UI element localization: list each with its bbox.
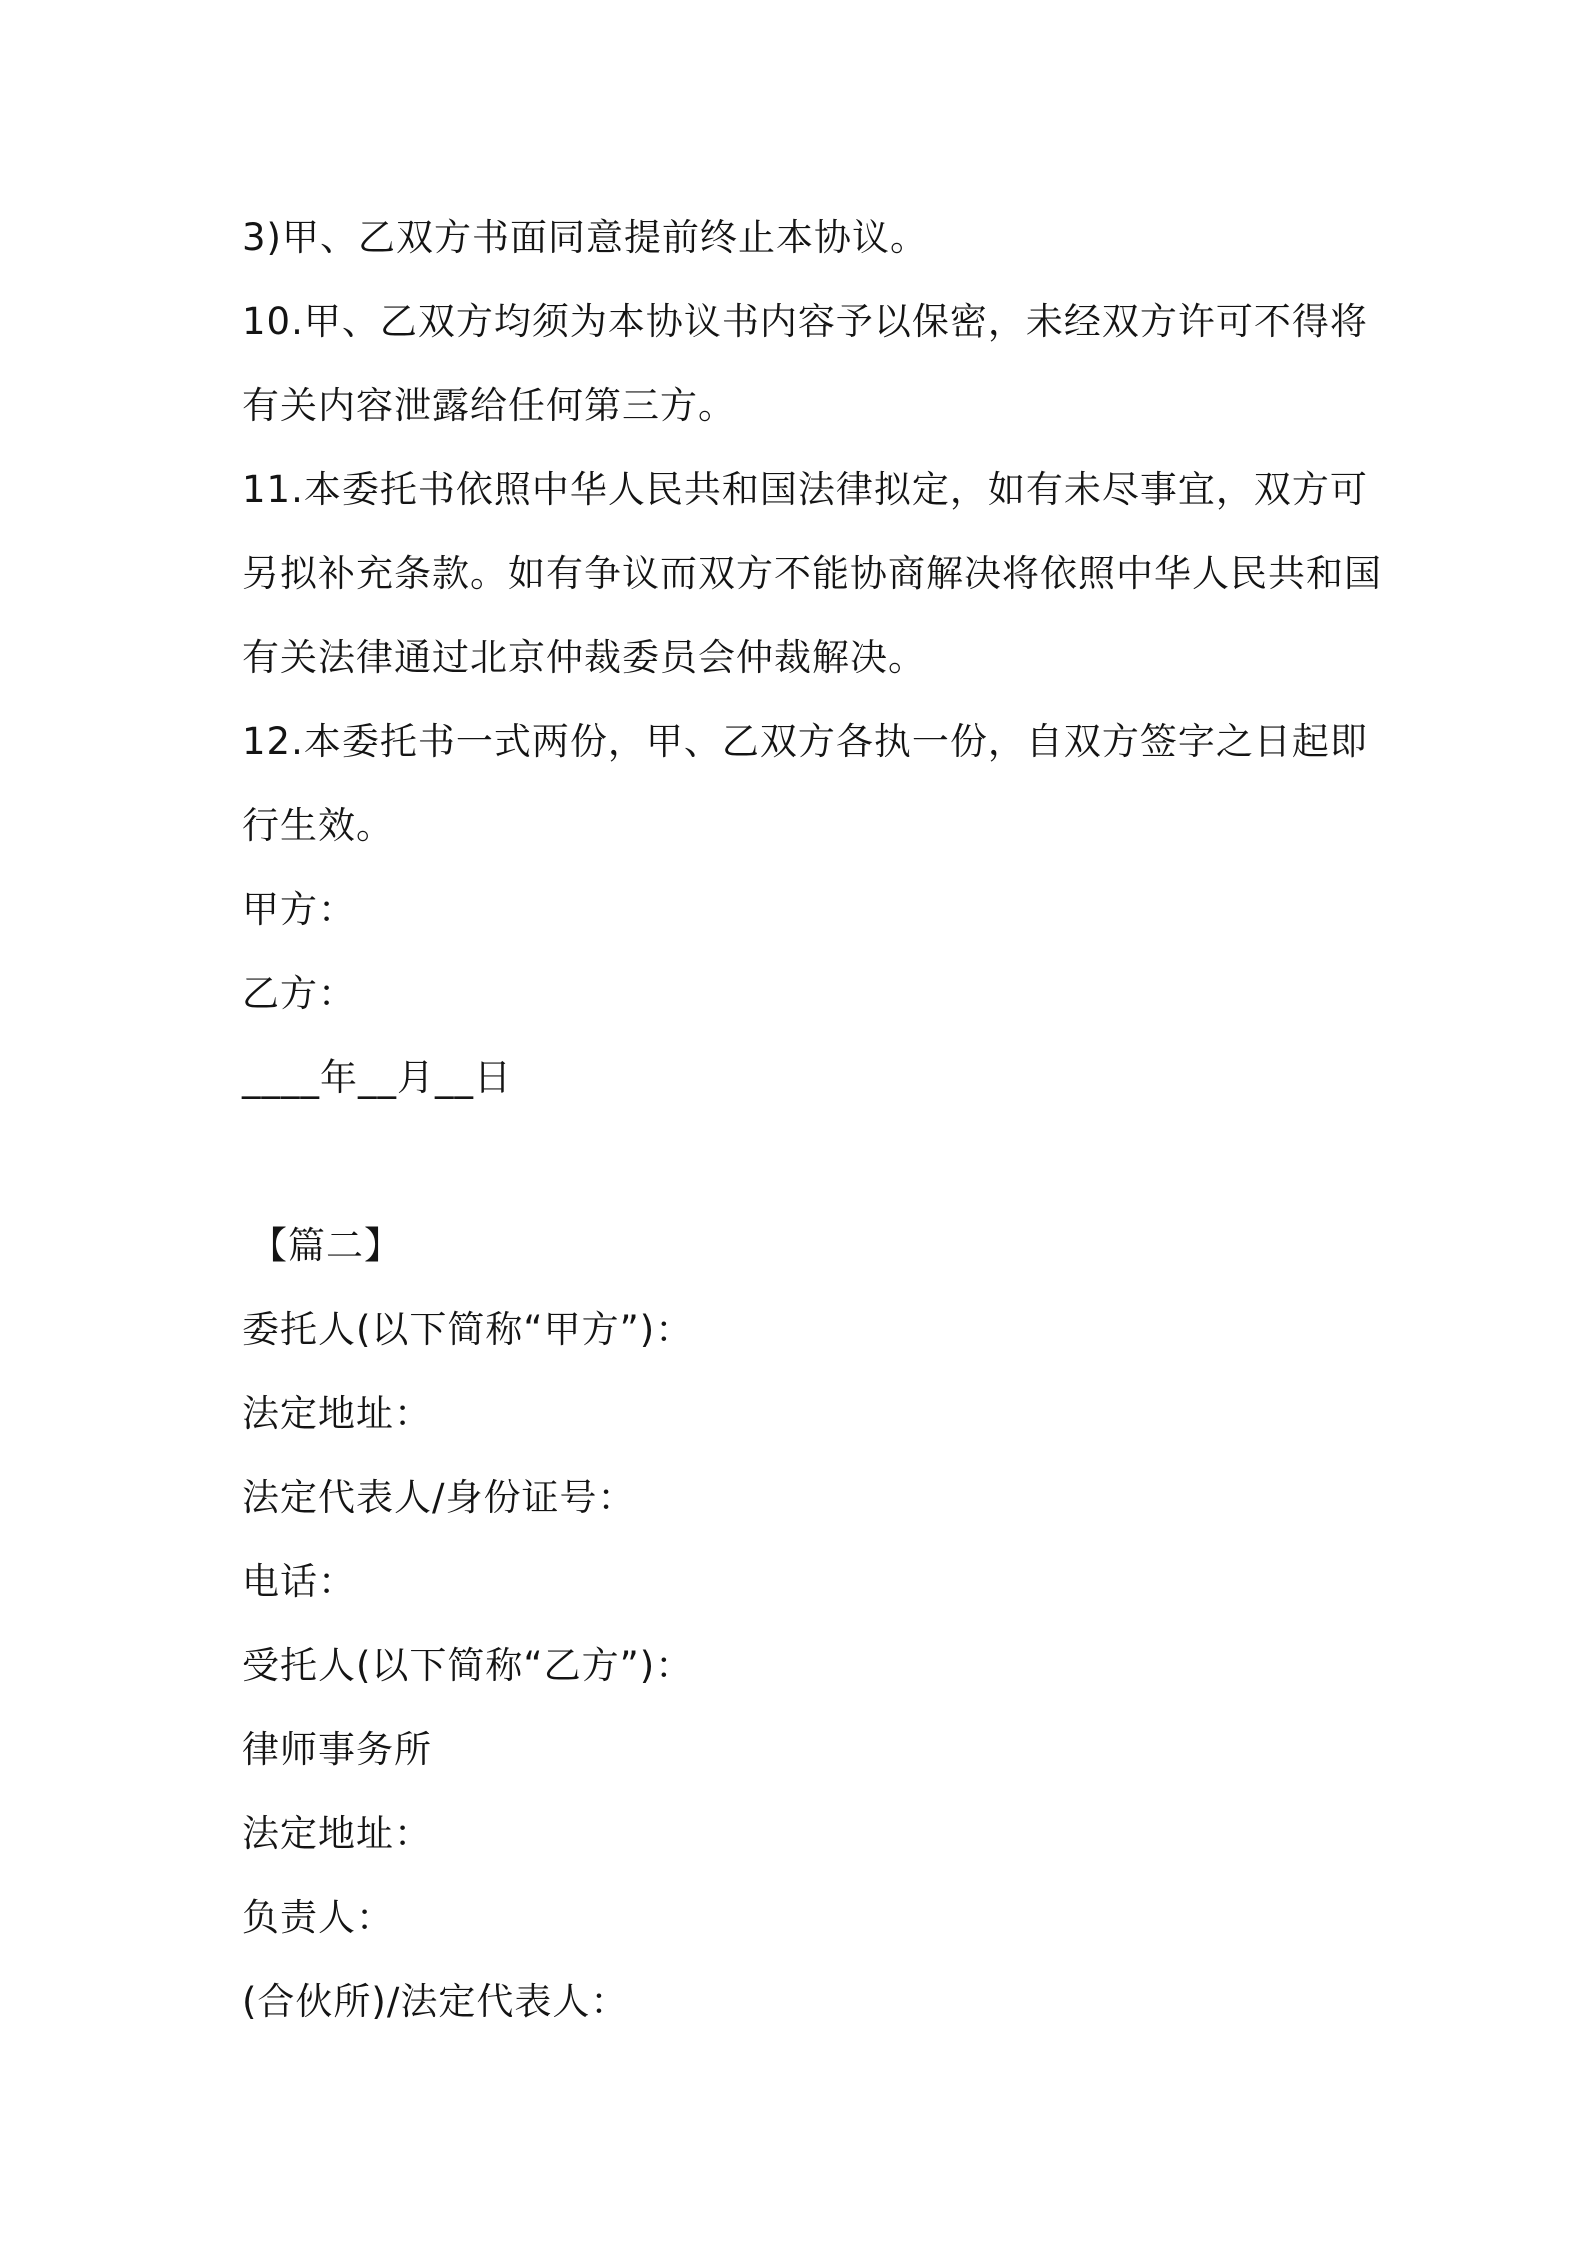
clause-11-line-2: 另拟补充条款。如有争议而双方不能协商解决将依照中华人民共和国 [242, 552, 1382, 595]
principal-address-label: 法定地址： [242, 1392, 432, 1435]
party-b-signature-label: 乙方： [242, 972, 356, 1015]
agent-address-label: 法定地址： [242, 1812, 432, 1855]
agent-label: 受托人(以下简称“乙方”)： [242, 1644, 694, 1687]
principal-label: 委托人(以下简称“甲方”)： [242, 1308, 694, 1351]
clause-10-line-1: 10.甲、乙双方均须为本协议书内容予以保密，未经双方许可不得将 [242, 300, 1368, 343]
phone-label: 电话： [242, 1560, 356, 1603]
principal-representative-label: 法定代表人/身份证号： [242, 1476, 636, 1519]
partnership-representative-label: (合伙所)/法定代表人： [242, 1980, 629, 2023]
document-body [242, 196, 1382, 2044]
responsible-person-label: 负责人： [242, 1896, 394, 1939]
clause-10-line-2: 有关内容泄露给任何第三方。 [242, 384, 736, 427]
party-a-signature-label: 甲方： [242, 888, 356, 931]
clause-12-line-2: 行生效。 [242, 804, 394, 847]
clause-12-line-1: 12.本委托书一式两份，甲、乙双方各执一份，自双方签字之日起即 [242, 720, 1368, 763]
clause-11-line-1: 11.本委托书依照中华人民共和国法律拟定，如有未尽事宜，双方可 [242, 468, 1368, 511]
termination-item-3: 3)甲、乙双方书面同意提前终止本协议。 [242, 216, 928, 259]
date-line: ____年__月__日 [242, 1056, 512, 1099]
section-spacer [242, 1120, 1362, 1204]
law-firm-label: 律师事务所 [242, 1728, 432, 1771]
section-heading: 【篇二】 [250, 1224, 402, 1267]
clause-11-line-3: 有关法律通过北京仲裁委员会仲裁解决。 [242, 636, 926, 679]
